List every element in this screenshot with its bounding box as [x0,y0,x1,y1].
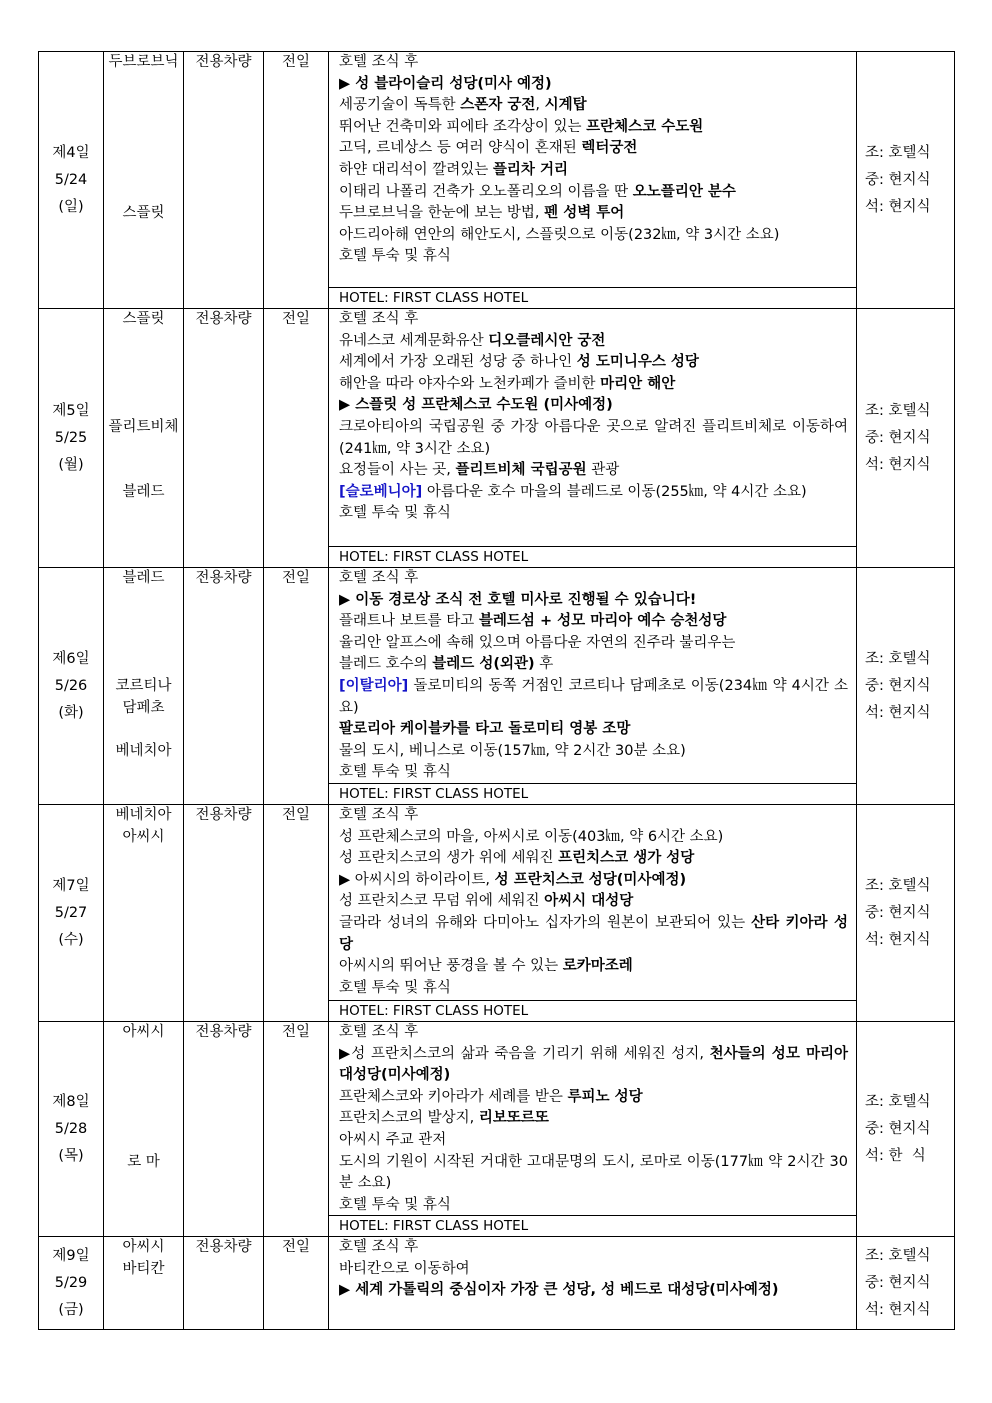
itinerary-table [38,51,955,1330]
highlight-text: ▶ 이동 경로상 조식 전 호텔 미사로 진행될 수 있습니다! [339,591,697,608]
place-name: 코르티나 [115,677,172,694]
meal-item: 조: 호텔식 [865,1093,931,1110]
highlight-text: 시계탑 [544,97,587,114]
schedule-line [329,978,856,1000]
highlight-text: ▶ 성 블라이슬리 성당(미사 예정) [339,75,552,92]
schedule-text: 글라라 성녀의 유해와 다미아노 십자가의 원본이 보관되어 있는 [339,914,752,931]
meal-item: 석: 현지식 [865,704,931,721]
place-spacer [104,654,183,676]
day-weekday: (금) [58,1301,84,1318]
schedule-line [329,870,856,892]
schedule-line [329,1108,856,1130]
day-weekday: (수) [58,931,84,948]
day-date: 5/28 [54,1120,88,1137]
hotel-line: HOTEL: FIRST CLASS HOTEL [329,287,856,308]
place-name: 플리트비체 [108,418,179,435]
schedule-text: 세계에서 가장 오래된 성당 중 하나인 [339,354,577,371]
country-tag: [이탈리아] [339,677,409,694]
meal-item: 중: 현지식 [865,429,931,446]
transport-cell: 전용차량 [184,1237,264,1330]
schedule-lines [329,805,856,999]
meal-cell [857,568,955,805]
highlight-text: 성 프란치스코 성당(미사예정) [494,871,687,888]
schedule-line [329,956,856,978]
schedule-line [329,1130,856,1152]
meal-item: 중: 현지식 [865,904,931,921]
schedule-line [329,417,856,460]
meal-cell [857,52,955,309]
transport-cell: 전용차량 [184,805,264,1022]
schedule-line [329,1237,856,1259]
day-weekday: (목) [58,1147,84,1164]
meal-item: 석: 현지식 [865,198,931,215]
meal-item: 조: 호텔식 [865,144,931,161]
time-cell: 전일 [264,52,329,309]
day-date: 5/24 [54,171,88,188]
day-cell [39,805,104,1022]
schedule-line [329,395,856,417]
meal-item: 중: 현지식 [865,1274,931,1291]
place-name: 아씨시 [122,1239,165,1255]
schedule-cell [329,805,857,1022]
schedule-line [329,1087,856,1109]
schedule-line [329,568,856,590]
hotel-line: HOTEL: FIRST CLASS HOTEL [329,1000,856,1021]
meal-cell [857,1237,955,1330]
meal-item: 석: 현지식 [865,1301,931,1318]
schedule-text: 물의 도시, 베니스로 이동(157㎞, 약 2시간 30분 소요) [339,742,686,759]
place-spacer [104,138,183,160]
schedule-line [329,460,856,482]
place-spacer [104,395,183,417]
highlight-text: 펜 성벽 투어 [544,205,625,222]
highlight-text: 플리트비체 국립공원 [455,462,587,479]
schedule-text: 아씨시의 뛰어난 풍경을 볼 수 있는 [339,958,563,975]
schedule-line [329,590,856,612]
place-name: 스플릿 [122,311,165,327]
place-spacer [104,1108,183,1130]
schedule-line [329,848,856,870]
transport-cell: 전용차량 [184,52,264,309]
day-cell [39,568,104,805]
transport-cell: 전용차량 [184,309,264,568]
schedule-line [329,503,856,525]
schedule-text: 호텔 조식 후 [339,1239,419,1255]
place-name: 스플릿 [122,205,165,222]
place-spacer [104,633,183,655]
schedule-text: 돌로미티의 동쪽 거점인 코르티나 담페초로 이동(234㎞ 약 4시간 소요) [339,677,848,716]
schedule-text: 이태리 나폴리 건축가 오노폴리오의 이름을 딴 [339,183,633,200]
schedule-line [329,891,856,913]
meal-list [857,873,954,954]
place-cell [104,805,184,1022]
schedule-text: 호텔 조식 후 [339,807,419,823]
schedule-line [329,741,856,763]
highlight-text: 리보또르또 [478,1110,549,1127]
highlight-text: 렉터궁전 [581,140,638,157]
day-day: 제6일 [52,650,90,667]
schedule-text: 뛰어난 건축미와 피에타 조각상이 있는 [339,118,587,135]
highlight-text: 마리안 해안 [600,375,676,392]
place-name: 블레드 [122,570,165,586]
day-date: 5/27 [54,904,88,921]
day-day: 제9일 [52,1247,90,1264]
schedule-line [329,309,856,331]
highlight-text: 블레드섬 + 성모 마리아 예수 승천성당 [478,613,727,630]
schedule-text: 크로아티아의 국립공원 중 가장 아름다운 곳으로 알려진 플리트비체로 이동하여(241㎞, 약 3시간 소요) [339,418,848,457]
place-spacer [104,460,183,482]
day-weekday: (일) [58,198,84,215]
schedule-line [329,1044,856,1087]
meal-list [857,1089,954,1170]
day-day: 제5일 [52,402,90,419]
place-cell [104,1237,184,1330]
schedule-cell [329,52,857,309]
schedule-text: 호텔 조식 후 [339,54,419,70]
meal-item: 석: 한 식 [865,1147,926,1164]
schedule-text: 플래트나 보트를 타고 [339,613,479,630]
day-day: 제8일 [52,1093,90,1110]
time-cell: 전일 [264,1022,329,1237]
place-name: 베네치아 [115,742,172,759]
schedule-line [329,374,856,396]
schedule-text: 성 프란치스코 무덤 위에 세워진 [339,893,545,910]
place-spacer [104,182,183,204]
time-cell: 전일 [264,1237,329,1330]
meal-item: 조: 호텔식 [865,1247,931,1264]
highlight-text: 로카마조레 [562,958,633,975]
schedule-text: 아드리아해 연안의 해안도시, 스플릿으로 이동(232㎞, 약 3시간 소요) [339,226,780,243]
schedule-text: 호텔 투숙 및 휴식 [339,505,451,522]
place-name: 두브로브닉 [108,54,179,70]
place-cell [104,568,184,805]
place-name: 아씨시 [122,1024,165,1040]
place-name: 아씨시 [122,828,165,845]
schedule-cell [329,1022,857,1237]
transport-cell: 전용차량 [184,1022,264,1237]
highlight-text: 디오클레시안 궁전 [488,332,606,349]
schedule-text: 요정들이 사는 곳, [339,462,456,479]
schedule-text: 세공기술이 독특한 [339,97,461,114]
schedule-line [329,74,856,96]
schedule-text: 프란치스코의 발상지, [339,1110,479,1127]
place-spacer [104,160,183,182]
highlight-text: ▶ 스플릿 성 프란체스코 수도원 (미사예정) [339,397,613,414]
highlight-text: 스폰자 궁전 [460,97,536,114]
day-date: 5/26 [54,677,88,694]
time-cell: 전일 [264,568,329,805]
day-weekday: (월) [58,456,84,473]
schedule-line [329,138,856,160]
day-weekday: (화) [58,704,84,721]
day-row [39,568,955,805]
schedule-text: 유네스코 세계문화유산 [339,332,489,349]
highlight-text: 프란체스코 수도원 [586,118,704,135]
place-spacer [104,352,183,374]
day-cell [39,1237,104,1330]
highlight-text: 산타 키아라 성당 [339,914,848,953]
meal-cell [857,805,955,1022]
schedule-line [329,182,856,204]
schedule-lines [329,568,856,784]
schedule-text: 도시의 기원이 시작된 거대한 고대문명의 도시, 로마로 이동(177㎞ 약 2시간 30분 소요) [339,1153,848,1192]
highlight-text: 천사들의 성모 마리아 대성당(미사예정) [339,1045,848,1084]
itinerary-body [39,52,955,1330]
place-name: 로 마 [127,1153,160,1170]
schedule-line [329,1259,856,1281]
day-cell [39,309,104,568]
schedule-cell [329,568,857,805]
schedule-text: 후 [534,656,554,673]
schedule-line [329,352,856,374]
schedule-line [329,827,856,849]
place-name: 블레드 [122,483,165,500]
day-cell [39,52,104,309]
schedule-line [329,95,856,117]
highlight-text: 팔로리아 케이블카를 타고 돌로미티 영봉 조망 [339,721,631,738]
day-day: 제7일 [52,877,90,894]
schedule-text: 아름다운 호수 마을의 블레드로 이동(255㎞, 약 4시간 소요) [422,483,807,500]
schedule-cell [329,309,857,568]
schedule-lines [329,1022,856,1216]
place-cell [104,1022,184,1237]
schedule-line [329,1022,856,1044]
highlight-text: 오노플리안 분수 [632,183,736,200]
schedule-text: 성 프란치스코의 생가 위에 세워진 [339,850,559,867]
meal-item: 석: 현지식 [865,931,931,948]
schedule-line [329,52,856,74]
schedule-text: 호텔 투숙 및 휴식 [339,764,451,781]
schedule-text: 성 프란체스코의 마을, 아씨시로 이동(403㎞, 약 6시간 소요) [339,828,724,845]
schedule-line [329,805,856,827]
schedule-text: 아씨시 주교 관저 [339,1131,447,1148]
place-spacer [104,374,183,396]
schedule-line [329,676,856,719]
meal-list [857,646,954,727]
meal-item: 중: 현지식 [865,1120,931,1137]
place-cell [104,309,184,568]
place-spacer [104,1044,183,1066]
highlight-text: 아씨시 대성당 [544,893,634,910]
meal-list [857,1243,954,1324]
schedule-text: 호텔 조식 후 [339,570,419,586]
highlight-text: 프린치스코 생가 성당 [558,850,695,867]
place-spacer [104,1130,183,1152]
schedule-text: 해안을 따라 야자수와 노천카페가 즐비한 [339,375,601,392]
day-date: 5/29 [54,1274,88,1291]
place-spacer [104,74,183,96]
place-spacer [104,590,183,612]
place-spacer [104,331,183,353]
hotel-line: HOTEL: FIRST CLASS HOTEL [329,546,856,567]
place-name: 바티칸 [122,1260,165,1277]
schedule-text: 호텔 조식 후 [339,1024,419,1040]
schedule-line [329,1152,856,1195]
meal-cell [857,309,955,568]
meal-item: 조: 호텔식 [865,877,931,894]
day-row [39,52,955,309]
meal-item: 석: 현지식 [865,456,931,473]
highlight-text: 루피노 성당 [567,1088,643,1105]
day-row [39,309,955,568]
schedule-line [329,331,856,353]
schedule-line [329,117,856,139]
place-spacer [104,611,183,633]
schedule-line [329,611,856,633]
meal-list [857,398,954,479]
day-row [39,1237,955,1330]
highlight-text: 플리차 거리 [492,161,568,178]
schedule-lines [329,1237,856,1302]
day-row [39,805,955,1022]
day-row [39,1022,955,1237]
meal-item: 조: 호텔식 [865,402,931,419]
schedule-line [329,719,856,741]
highlight-text: 블레드 성(외관) [432,656,535,673]
schedule-line [329,1280,856,1302]
meal-item: 조: 호텔식 [865,650,931,667]
schedule-text: ▶성 프란치스코의 삶과 죽음을 기리기 위해 세워진 성지, [339,1045,710,1062]
transport-cell: 전용차량 [184,568,264,805]
time-cell: 전일 [264,805,329,1022]
schedule-line [329,762,856,784]
schedule-line [329,203,856,225]
place-name: 베네치아 [115,807,172,823]
schedule-text: 두브로브닉을 한눈에 보는 방법, [339,205,545,222]
schedule-line [329,913,856,956]
schedule-text: 호텔 투숙 및 휴식 [339,1196,451,1213]
meal-item: 중: 현지식 [865,171,931,188]
schedule-text: 호텔 투숙 및 휴식 [339,979,451,996]
meal-item: 중: 현지식 [865,677,931,694]
place-spacer [104,95,183,117]
schedule-lines [329,52,856,268]
place-name: 담페초 [122,699,165,716]
hotel-line: HOTEL: FIRST CLASS HOTEL [329,783,856,804]
schedule-text: 고딕, 르네상스 등 여러 양식이 혼재된 [339,140,582,157]
schedule-line [329,654,856,676]
place-cell [104,52,184,309]
schedule-text: 호텔 조식 후 [339,311,419,327]
schedule-line [329,1195,856,1217]
schedule-text: 블레드 호수의 [339,656,433,673]
schedule-line [329,246,856,268]
place-spacer [104,1065,183,1087]
schedule-text: ▶ 아씨시의 하이라이트, [339,871,495,888]
schedule-line [329,160,856,182]
schedule-line [329,225,856,247]
schedule-text: , [535,97,545,114]
day-date: 5/25 [54,429,88,446]
schedule-text: 바티칸으로 이동하여 [339,1260,470,1277]
time-cell: 전일 [264,309,329,568]
schedule-text: 호텔 투숙 및 휴식 [339,248,451,265]
country-tag: [슬로베니아] [339,483,423,500]
highlight-text: 성 도미니우스 성당 [576,354,699,371]
schedule-cell [329,1237,857,1330]
schedule-lines [329,309,856,525]
place-spacer [104,439,183,461]
day-cell [39,1022,104,1237]
schedule-text: 관광 [586,462,620,479]
schedule-text: 하얀 대리석이 깔려있는 [339,161,493,178]
schedule-line [329,633,856,655]
highlight-text: ▶ 세계 가톨릭의 중심이자 가장 큰 성당, 성 베드로 대성당(미사예정) [339,1282,779,1299]
meal-cell [857,1022,955,1237]
schedule-text: 율리안 알프스에 속해 있으며 아름다운 자연의 진주라 불리우는 [339,634,736,651]
place-spacer [104,117,183,139]
hotel-line: HOTEL: FIRST CLASS HOTEL [329,1215,856,1236]
day-day: 제4일 [52,144,90,161]
meal-list [857,140,954,221]
schedule-text: 프란체스코와 키아라가 세례를 받은 [339,1088,568,1105]
schedule-line [329,482,856,504]
place-spacer [104,1087,183,1109]
place-spacer [104,719,183,741]
